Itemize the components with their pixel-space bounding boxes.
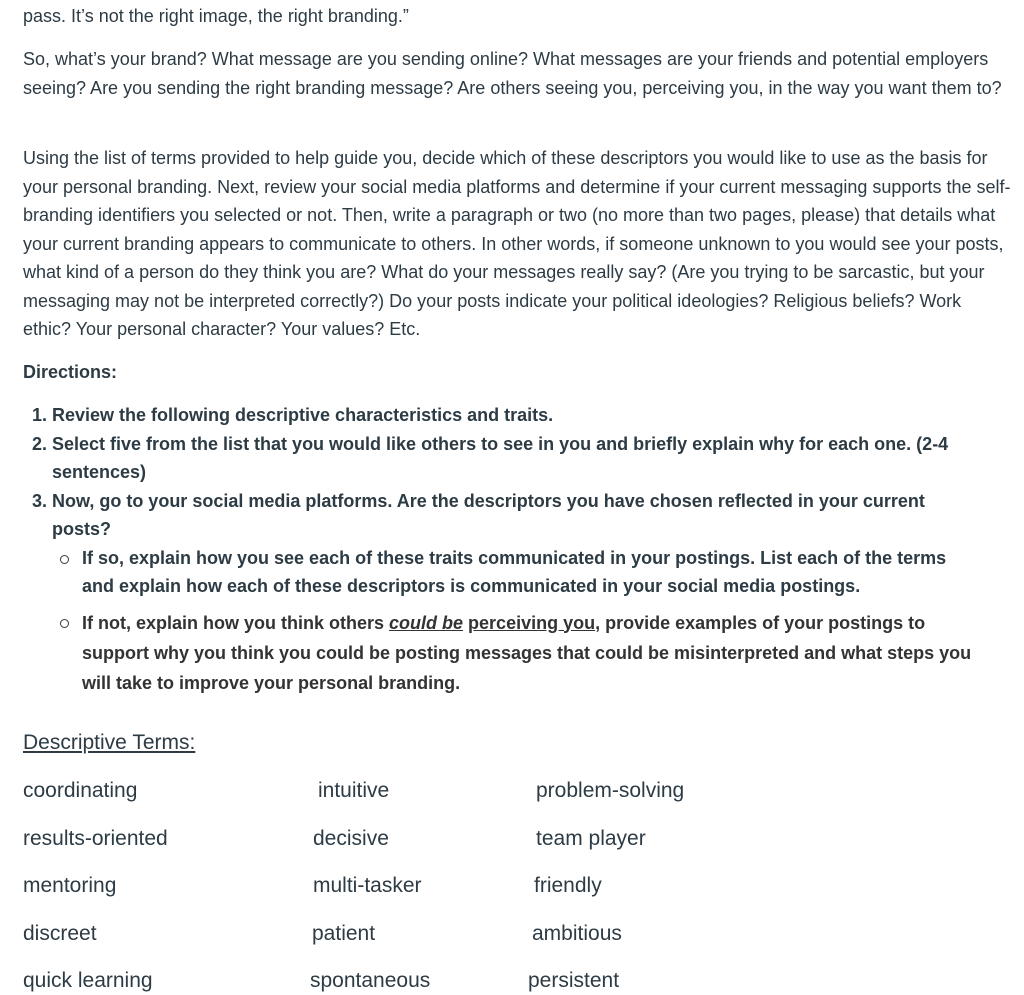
directions-list: [23, 401, 982, 698]
term-problem-solving: problem-solving: [536, 779, 685, 802]
paragraph-instructions: Using the list of terms provided to help guide you, decide which of these descriptors you would like to use as the basis for your personal branding. Next, review your social media platforms and determine if your current messaging supports the self-branding identifiers you selected or not. Then, write a paragraph or two (no more than two pages, please) that details what your current branding appears to communicate to others. In other words, if someone unknown to you would see your posts, what kind of a person do they think you are? What do your messages really say? (Are you trying to be sarcastic, but your messaging may not be interpreted correctly?) Do your posts indicate your political ideologies? Religious beliefs? Work ethic? Your personal character? Your values? Etc.: [23, 148, 1011, 339]
term-team-player: team player: [536, 827, 646, 850]
term-intuitive: intuitive: [318, 779, 390, 802]
directions-step-3: [52, 487, 982, 698]
term-coordinating: coordinating: [23, 779, 138, 802]
emphasis-perceiving-you: perceiving you: [468, 612, 596, 633]
circle-bullet-icon: [60, 619, 69, 628]
paragraph-brand-questions: So, what’s your brand? What message are you sending online? What messages are your friends and potential employers seeing? Are you sending the right branding message? Are others seeing you, perceiving you, in the way you want them to?: [23, 49, 1002, 98]
descriptive-terms-heading: Descriptive Terms:: [23, 731, 196, 754]
sub-item-if-not-prefix: If not, explain how you think others: [82, 612, 390, 633]
emphasis-could-be: could be: [389, 612, 464, 633]
sub-item-if-not-suffix: , provide examples of your postings to support why you think you could be posting messages that could be misinterpreted and what steps you will take to improve your personal branding.: [82, 612, 972, 693]
term-persistent: persistent: [528, 969, 620, 992]
sub-item-if-not: [82, 608, 982, 698]
step-2-text: Select five from the list that you would like others to see in you and briefly explain why for each one. (2-4 sentences): [52, 433, 949, 482]
term-discreet: discreet: [23, 922, 97, 945]
circle-bullet-icon: [60, 555, 69, 564]
step-3-sublist: [52, 544, 982, 698]
paragraph-intro-tail: pass. It’s not the right image, the right branding.”: [23, 6, 409, 26]
term-mentoring: mentoring: [23, 874, 117, 897]
directions-step-1: [52, 401, 982, 430]
step-3-text: Now, go to your social media platforms. Are the descriptors you have chosen reflected in your current posts?: [52, 490, 925, 539]
term-ambitious: ambitious: [532, 922, 622, 945]
term-spontaneous: spontaneous: [310, 969, 431, 992]
step-1-text: Review the following descriptive characteristics and traits.: [52, 405, 554, 425]
sub-item-if-so-text: If so, explain how you see each of these traits communicated in your postings. List each of the terms and explain how each of these descriptors is communicated in your social media postings.: [82, 547, 947, 596]
term-results-oriented: results-oriented: [23, 827, 168, 850]
term-decisive: decisive: [313, 827, 389, 850]
term-patient: patient: [312, 922, 376, 945]
term-friendly: friendly: [534, 874, 602, 897]
directions-heading: Directions:: [23, 362, 118, 382]
term-quick-learning: quick learning: [23, 969, 153, 992]
sub-item-if-so: [82, 544, 982, 601]
term-multi-tasker: multi-tasker: [313, 874, 422, 897]
directions-step-2: [52, 430, 982, 487]
